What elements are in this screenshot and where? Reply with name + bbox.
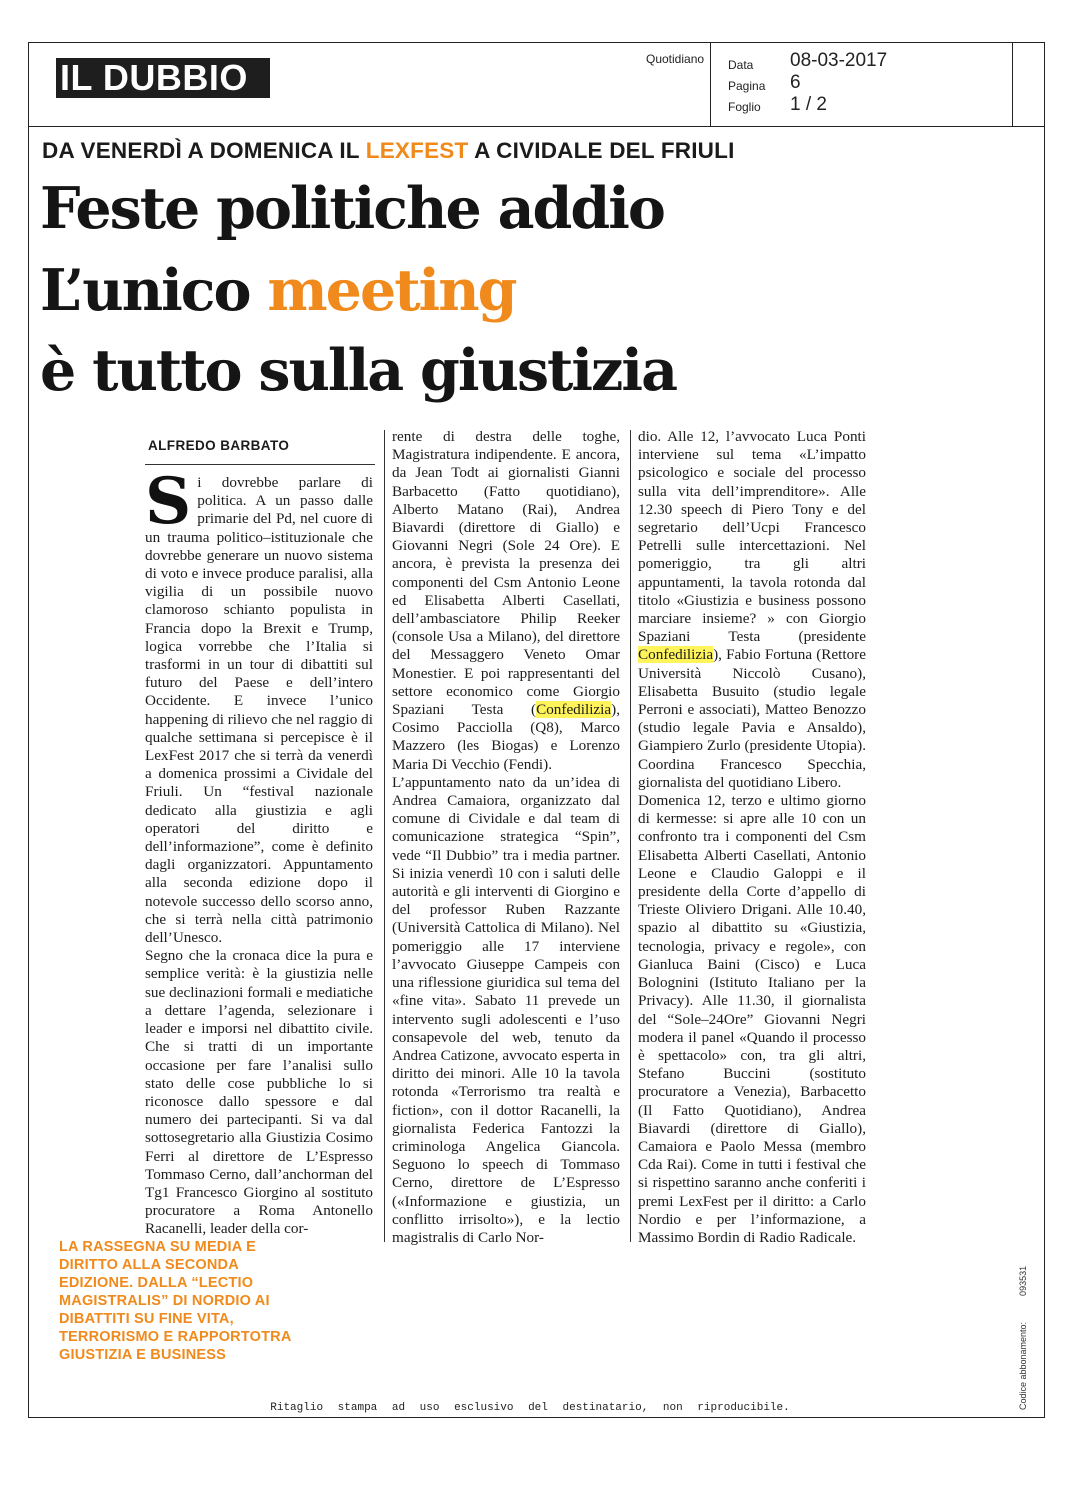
paragraph-text: ), Fabio Fortuna (Rettore Università Niccolò Cusano), Elisabetta Busuito (studio legale Perroni e associati), Matteo Benozzo (studio legale Pavia e Ansaldo), Giampiero Zurlo (presidente Utopia). Coordina Francesco Specchia, giornalista del quotidiano Libero.	[638, 646, 866, 791]
paragraph	[638, 428, 866, 792]
sheet-value: 1 / 2	[790, 94, 827, 115]
headline-line-1: Feste politiche addio	[40, 175, 664, 242]
drop-cap: S	[145, 464, 192, 539]
subscription-code-value: 093531	[1018, 1265, 1028, 1296]
headline-line-2-pre: L’unico	[40, 257, 268, 324]
headline-line-2	[40, 257, 516, 324]
kicker-pre: DA VENERDÌ A DOMENICA IL	[42, 138, 366, 163]
paragraph: Domenica 12, terzo e ultimo giorno di kermesse: si apre alle 10 con un confronto tra i componenti del Csm Elisabetta Alberti Casellati, Antonio Leone e Claudio Galoppi e il presidente della Corte d’appello di Trieste Oliviero Drigani. Alle 10.40, spazio al dibattito su «Giustizia, tecnologia, privacy e regole», con Gianluca Baini (Cisco) e Luca Bolognini (Istituto Italiano per la Privacy). Alle 11.30, il giornalista del “Sole–24Ore” Giovanni Negri modera il panel «Quando il processo è spettacolo» con, tra gli altri, Stefano Buccini (sostituto procuratore a Venezia), Barbacetto (Il Fatto Quotidiano), Andrea Biavardi (direttore di Giallo), Camaiora e Paolo Messa (membro Cda Rai). Come in tutti i festival che si rispettino saranno anche conferiti i premi LexFest per il diritto: a Carlo Nordio e per l’informazione, a Massimo Bordin di Radio Radicale.	[638, 792, 866, 1246]
kicker-accent: LEXFEST	[365, 138, 469, 163]
paragraph: L’appuntamento nato da un’idea di Andrea Camaiora, organizzato dal comune di Cividale e dal team di comunicazione strategica “Spin”, vede “Il Dubbio” tra i media partner. Si inizia venerdì 10 con i saluti delle autorità e gli interventi di Giorgino e del professor Ruben Razzante (Università Cattolica di Milano). Nel pomeriggio alle 17 interviene l’avvocato Giuseppe Campeis con una riflessione giuridica sul tema del «fine vita». Sabato 11 prevede un intervento sugli adolescenti e l’uso consapevole del web, tenuto da Andrea Catizone, avvocato esperta in diritto dei minori. Alle 10 la tavola rotonda «Terrorismo tra realtà e fiction», con il dottor Racanelli, la giornalista Federica Fantozzi la criminologa Angelica Giancola. Seguono lo speech di Tommaso Cerno, direttore de L’Espresso («Informazione e giustizia, un conflitto irrisolto»), e la lectio magistralis di Carlo Nor-	[392, 773, 620, 1246]
date-value: 08-03-2017	[790, 50, 888, 71]
paragraph-text: ), Cosimo Pacciolla (Q8), Marco Mazzero (les Biogas) e Lorenzo Maria Di Vecchio (Fendi).	[392, 701, 620, 773]
header-divider-right	[1012, 42, 1013, 126]
header-divider-left	[710, 42, 711, 126]
column-rule-1	[384, 430, 385, 1242]
header-divider	[28, 126, 1045, 127]
paragraph: Segno che la cronaca dice la pura e semplice verità: è la giustizia nelle sue declinazioni formali e mediatiche a dettare l’agenda, selezionare i leader e imporsi nel dibattito civile. Che si tratti di un importante occasione per fare l’analisi sullo stato delle cose pubbliche lo si riconosce dallo spessore e dal numero dei partecipanti. Si va dal sottosegretario alla Giustizia Cosimo Ferri al direttore de L’Espresso Tommaso Cerno, dall’anchorman del Tg1 Francesco Giorgino al sostituto procuratore a Roma Antonello Racanelli, leader della cor-	[145, 947, 373, 1238]
sheet-label: Foglio	[728, 100, 761, 114]
highlighted-term: Confedilizia	[638, 646, 714, 664]
newspaper-logo: IL DUBBIO	[56, 58, 270, 98]
article-column-3	[638, 428, 866, 1247]
paragraph-text: dio. Alle 12, l’avvocato Luca Ponti interviene sul tema «L’impatto psicologico e sociale del processo sulla vita dell’imprenditore». Alle 12.30 speech di Piero Tony e del segretario dell’Ucpi Francesco Petrelli sulle intercettazioni. Nel pomeriggio, tra gli altri appuntamenti, la tavola rotonda dal titolo «Giustizia e business possono marciare insieme? » con Giorgio Spaziani Testa (presidente	[638, 428, 866, 646]
article-column-1	[145, 464, 373, 1239]
headline-line-3: è tutto sulla giustizia	[40, 337, 676, 404]
publication-type: Quotidiano	[646, 52, 705, 66]
byline: ALFREDO BARBATO	[148, 438, 290, 453]
subscription-code	[1018, 1266, 1028, 1410]
kicker	[42, 138, 735, 164]
page-label: Pagina	[728, 79, 766, 93]
footer-disclaimer: Ritaglio stampa ad uso esclusivo del destinatario, non riproducibile.	[270, 1402, 790, 1414]
date-label: Data	[728, 58, 754, 72]
column-rule-2	[630, 430, 631, 1242]
article-summary: LA RASSEGNA SU MEDIA E DIRITTO ALLA SECONDA EDIZIONE. DALLA “LECTIO MAGISTRALIS” DI NORDIO AI DIBATTITI SU FINE VITA, TERRORISMO E RAPPORTOTRA GIUSTIZIA E BUSINESS	[59, 1239, 291, 1363]
page-value: 6	[790, 72, 801, 93]
kicker-post: A CIVIDALE DEL FRIULI	[468, 138, 735, 163]
article-column-2	[392, 428, 620, 1247]
paragraph-text: i dovrebbe parlare di politica. A un passo dalle primarie del Pd, nel cuore di un trauma politico–istituzionale che dovrebbe generare un nuovo sistema di voto e invece produce paralisi, alla vigilia di un possibile nuovo clamoroso schianto populista in Francia dopo la Brexit e Trump, logica vorrebbe che l’Italia si trasformi in un tour di dibattiti sul futuro del Paese e dell’intero Occidente. E invece l’unico happening di rilievo che nel raggio di qualche settimana si percepisce è il LexFest 2017 che si terrà da venerdì a domenica prossimi a Cividale del Friuli. Un “festival nazionale dedicato alla giustizia e agli operatori del diritto e dell’informazione”, come è definito dagli organizzatori. Appuntamento alla seconda edizione dopo il notevole successo dello scorso anno, che si terrà nella città patrimonio dell’Unesco.	[145, 474, 373, 947]
paragraph	[392, 428, 620, 774]
paragraph-text: rente di destra delle toghe, Magistratura indipendente. E ancora, da Jean Todt ai giornalisti Gianni Barbacetto (Fatto quotidiano), Alberto Matano (Rai), Andrea Biavardi (direttore di Giallo) e Giovanni Negri (Sole 24 Ore). E ancora, è prevista la presenza dei componenti del Csm Antonio Leone ed Elisabetta Alberti Casellati, dell’ambasciatore Philip Reeker (console Usa a Milano), del direttore del Messaggero Veneto Omar Monestier. E poi rappresentanti del settore economico come Giorgio Spaziani Testa (	[392, 428, 620, 719]
paragraph	[145, 464, 373, 947]
headline-line-2-accent: meeting	[267, 257, 516, 324]
highlighted-term: Confedilizia	[536, 701, 612, 719]
subscription-code-label: Codice abbonamento:	[1018, 1321, 1028, 1410]
